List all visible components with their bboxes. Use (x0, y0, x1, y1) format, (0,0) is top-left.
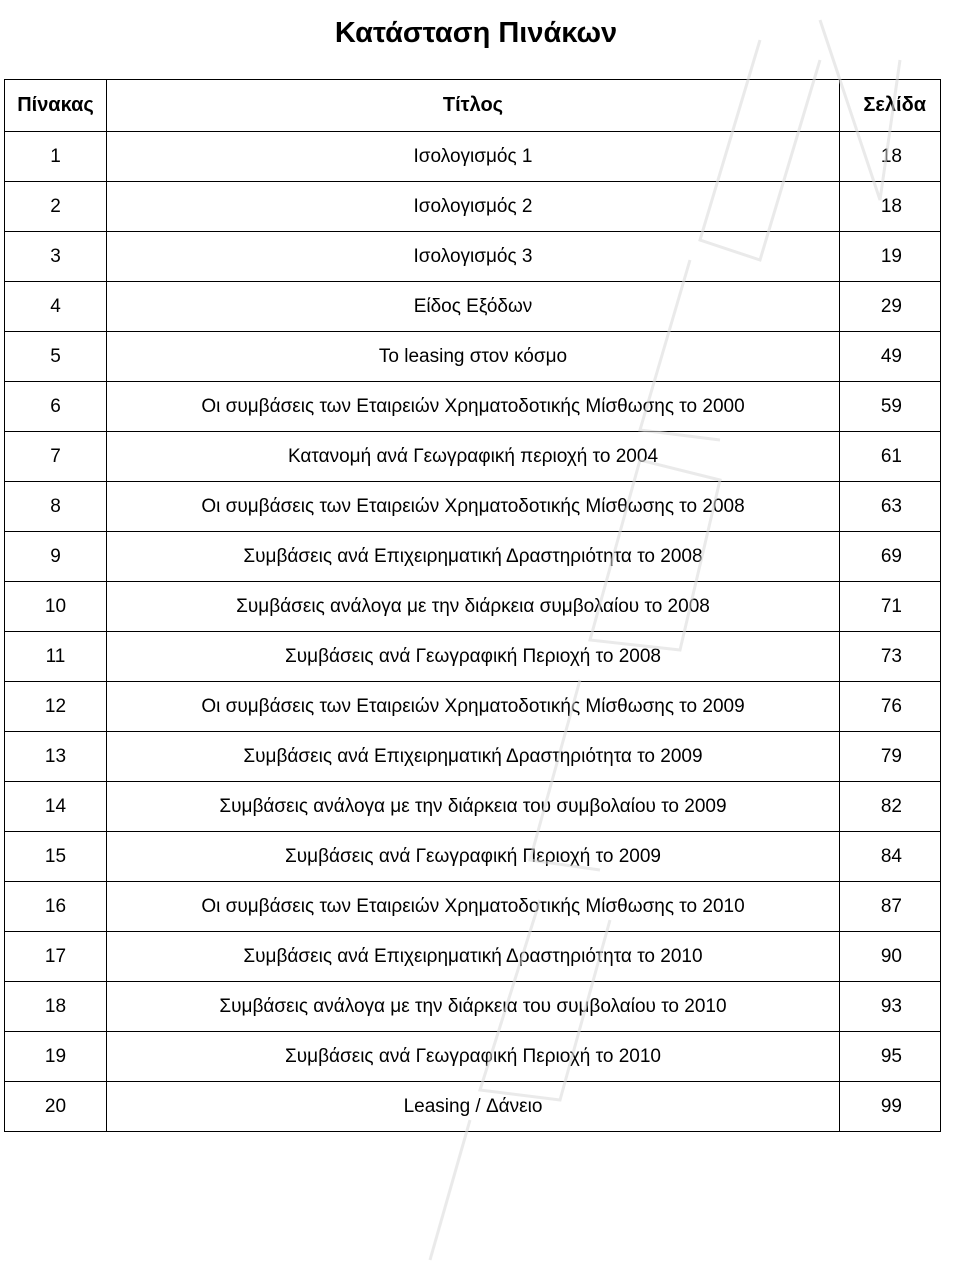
table-row (5, 182, 941, 232)
row-page: 93 (840, 982, 941, 1032)
table-of-tables (4, 79, 941, 1132)
row-number: 15 (5, 832, 107, 882)
row-page: 87 (840, 882, 941, 932)
row-number: 4 (5, 282, 107, 332)
row-page: 19 (840, 232, 941, 282)
row-title: Ισολογισμός 1 (107, 132, 840, 182)
table-row (5, 932, 941, 982)
row-number: 10 (5, 582, 107, 632)
row-page: 95 (840, 1032, 941, 1082)
row-number: 12 (5, 682, 107, 732)
row-title: Συμβάσεις ανάλογα με την διάρκεια συμβολαίου το 2008 (107, 582, 840, 632)
row-page: 82 (840, 782, 941, 832)
row-title: Ισολογισμός 3 (107, 232, 840, 282)
header-title: Τίτλος (107, 80, 840, 132)
table-row (5, 782, 941, 832)
row-title: Συμβάσεις ανά Επιχειρηματική Δραστηριότητα το 2008 (107, 532, 840, 582)
row-title: Συμβάσεις ανά Γεωγραφική Περιοχή το 2010 (107, 1032, 840, 1082)
header-row (5, 80, 941, 132)
row-title: Είδος Εξόδων (107, 282, 840, 332)
row-title: Το leasing στον κόσμο (107, 332, 840, 382)
row-number: 7 (5, 432, 107, 482)
row-page: 61 (840, 432, 941, 482)
row-number: 14 (5, 782, 107, 832)
row-number: 5 (5, 332, 107, 382)
row-number: 19 (5, 1032, 107, 1082)
row-title: Συμβάσεις ανά Επιχειρηματική Δραστηριότητα το 2009 (107, 732, 840, 782)
row-page: 18 (840, 132, 941, 182)
row-page: 76 (840, 682, 941, 732)
row-number: 1 (5, 132, 107, 182)
row-page: 18 (840, 182, 941, 232)
row-title: Ισολογισμός 2 (107, 182, 840, 232)
row-page: 63 (840, 482, 941, 532)
table-row (5, 432, 941, 482)
row-page: 84 (840, 832, 941, 882)
row-number: 8 (5, 482, 107, 532)
table-row (5, 982, 941, 1032)
row-title: Οι συμβάσεις των Εταιρειών Χρηματοδοτικής Μίσθωσης το 2008 (107, 482, 840, 532)
row-page: 71 (840, 582, 941, 632)
row-number: 20 (5, 1082, 107, 1132)
row-page: 79 (840, 732, 941, 782)
row-number: 6 (5, 382, 107, 432)
row-title: Συμβάσεις ανάλογα με την διάρκεια του συμβολαίου το 2010 (107, 982, 840, 1032)
table-row (5, 682, 941, 732)
row-title: Συμβάσεις ανά Γεωγραφική Περιοχή το 2009 (107, 832, 840, 882)
header-table: Πίνακας (5, 80, 107, 132)
table-row (5, 382, 941, 432)
row-page: 73 (840, 632, 941, 682)
row-title: Leasing / Δάνειο (107, 1082, 840, 1132)
table-row (5, 332, 941, 382)
table-row (5, 882, 941, 932)
row-number: 11 (5, 632, 107, 682)
row-number: 17 (5, 932, 107, 982)
row-title: Κατανομή ανά Γεωγραφική περιοχή το 2004 (107, 432, 840, 482)
table-row (5, 1032, 941, 1082)
table-row (5, 532, 941, 582)
row-title: Οι συμβάσεις των Εταιρειών Χρηματοδοτικής Μίσθωσης το 2009 (107, 682, 840, 732)
row-page: 69 (840, 532, 941, 582)
table-row (5, 632, 941, 682)
row-title: Συμβάσεις ανάλογα με την διάρκεια του συμβολαίου το 2009 (107, 782, 840, 832)
row-page: 99 (840, 1082, 941, 1132)
table-body (5, 132, 941, 1132)
header-page: Σελίδα (840, 80, 941, 132)
row-number: 2 (5, 182, 107, 232)
row-number: 16 (5, 882, 107, 932)
table-row (5, 282, 941, 332)
page-title: Κατάσταση Πινάκων (334, 17, 618, 50)
table-row (5, 482, 941, 532)
table-row (5, 132, 941, 182)
table-row (5, 832, 941, 882)
table-row (5, 582, 941, 632)
row-number: 9 (5, 532, 107, 582)
row-page: 49 (840, 332, 941, 382)
table-row (5, 732, 941, 782)
row-page: 90 (840, 932, 941, 982)
row-number: 13 (5, 732, 107, 782)
row-title: Συμβάσεις ανά Γεωγραφική Περιοχή το 2008 (107, 632, 840, 682)
row-page: 29 (840, 282, 941, 332)
row-title: Οι συμβάσεις των Εταιρειών Χρηματοδοτικής Μίσθωσης το 2010 (107, 882, 840, 932)
row-title: Οι συμβάσεις των Εταιρειών Χρηματοδοτικής Μίσθωσης το 2000 (107, 382, 840, 432)
row-page: 59 (840, 382, 941, 432)
table-row (5, 1082, 941, 1132)
row-title: Συμβάσεις ανά Επιχειρηματική Δραστηριότητα το 2010 (107, 932, 840, 982)
table-row (5, 232, 941, 282)
row-number: 3 (5, 232, 107, 282)
row-number: 18 (5, 982, 107, 1032)
